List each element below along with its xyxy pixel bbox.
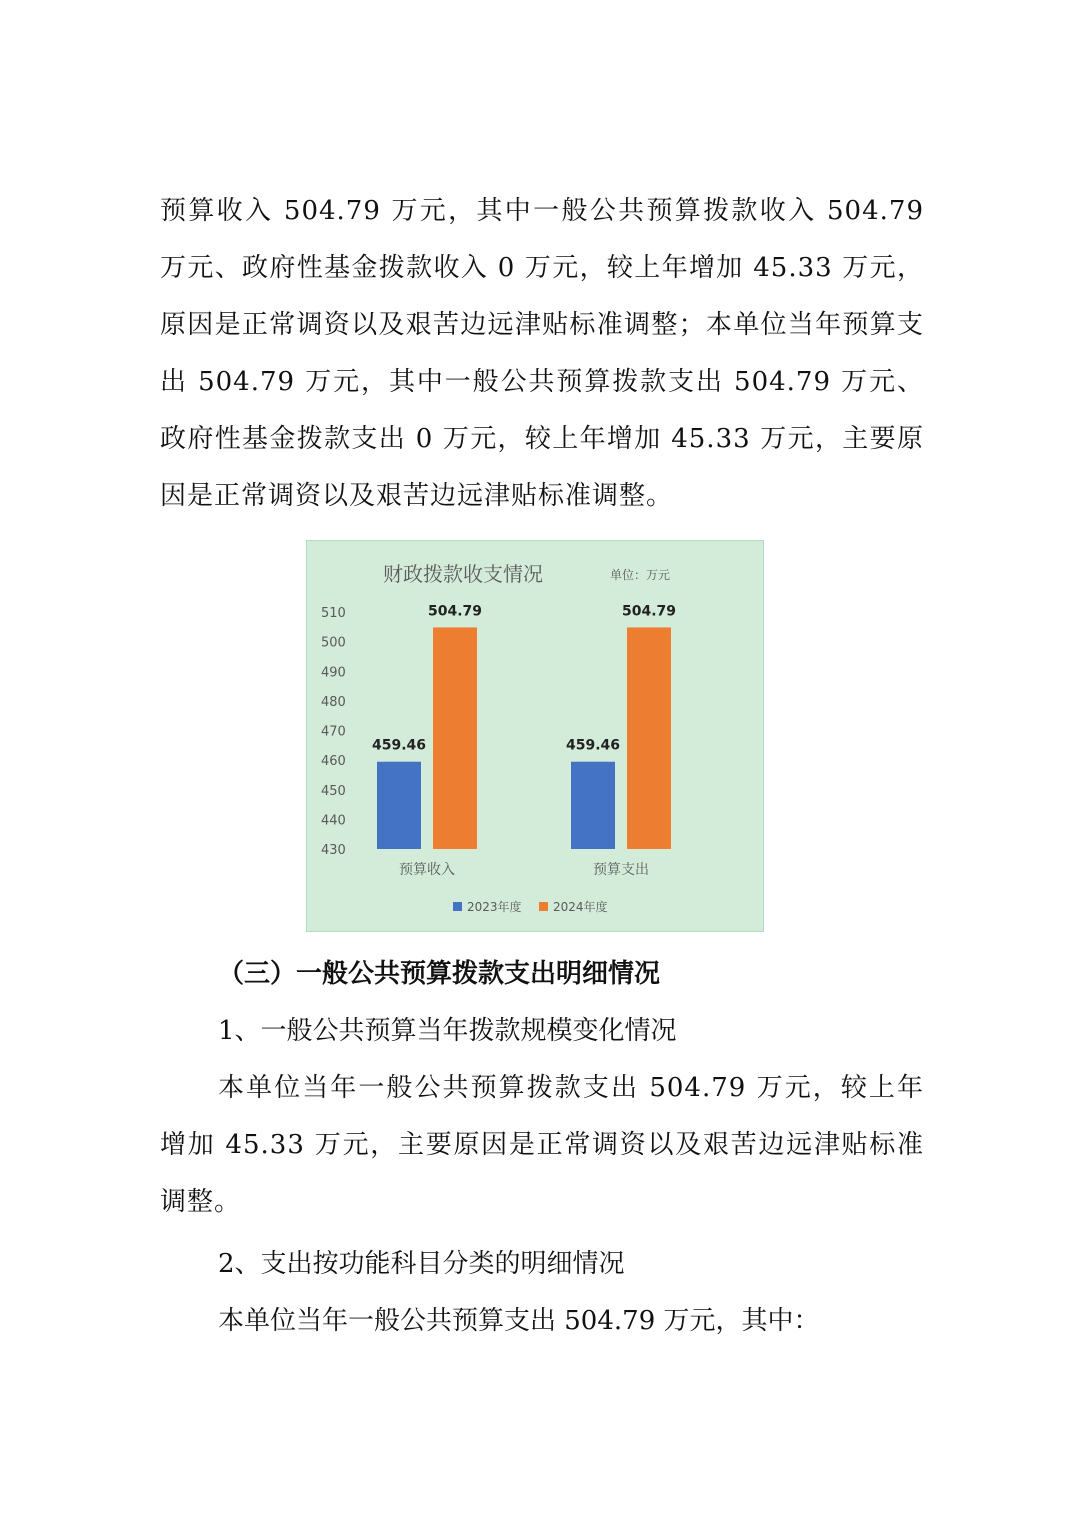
- section-heading: （三）一般公共预算拨款支出明细情况: [218, 959, 661, 989]
- paragraph-expenditure-change: 本单位当年一般公共预算拨款支出 504.79 万元，较上年增加 45.33 万元，主要原因是正常调资以及艰苦边远津贴标准调整。: [160, 1073, 924, 1217]
- y-tick-label: 450: [321, 783, 346, 799]
- y-tick-label: 480: [321, 694, 346, 710]
- bar-data-label: 459.46: [565, 737, 621, 754]
- chart-title: 财政拨款收支情况: [383, 562, 543, 586]
- x-tick-label: 预算支出: [593, 862, 649, 878]
- paragraph-budget-summary: 预算收入 504.79 万元，其中一般公共预算拨款收入 504.79 万元、政府性基金拨款收入 0 万元，较上年增加 45.33 万元，原因是正常调资以及艰苦边远津贴标准调整；本单位当年预算支出 504.79 万元，其中一般公共预算拨款支出 504.79 万元、政府性基金拨款支出 0 万元，较上年增加 45.33 万元，主要原因是正常调资以及艰苦边远津贴标准调整。: [160, 196, 924, 511]
- bar-2024: [433, 627, 477, 849]
- legend-label: 2023年度: [467, 900, 522, 914]
- budget-chart-svg: [307, 541, 765, 933]
- legend-swatch: [539, 902, 548, 911]
- budget-chart: [306, 540, 764, 932]
- bar-2024: [627, 627, 671, 849]
- y-tick-label: 430: [321, 843, 346, 858]
- bar-2023: [377, 762, 421, 849]
- y-tick-label: 470: [321, 724, 346, 740]
- legend-label: 2024年度: [553, 900, 608, 914]
- y-tick-label: 490: [321, 665, 346, 681]
- y-tick-label: 510: [321, 606, 346, 621]
- y-tick-label: 500: [321, 635, 346, 651]
- bar-data-label: 459.46: [371, 737, 427, 754]
- bar-data-label: 504.79: [621, 603, 677, 620]
- subsection-title-2: 2、支出按功能科目分类的明细情况: [218, 1249, 625, 1279]
- legend-swatch: [453, 902, 462, 911]
- bar-data-label: 504.79: [427, 603, 483, 620]
- chart-unit-label: 单位：万元: [610, 568, 671, 582]
- paragraph-expenditure-detail: 本单位当年一般公共预算支出 504.79 万元，其中：: [218, 1306, 820, 1336]
- x-tick-label: 预算收入: [399, 862, 455, 878]
- y-tick-label: 460: [321, 754, 346, 770]
- bar-2023: [571, 762, 615, 849]
- y-tick-label: 440: [321, 813, 346, 829]
- subsection-title-1: 1、一般公共预算当年拨款规模变化情况: [218, 1016, 677, 1046]
